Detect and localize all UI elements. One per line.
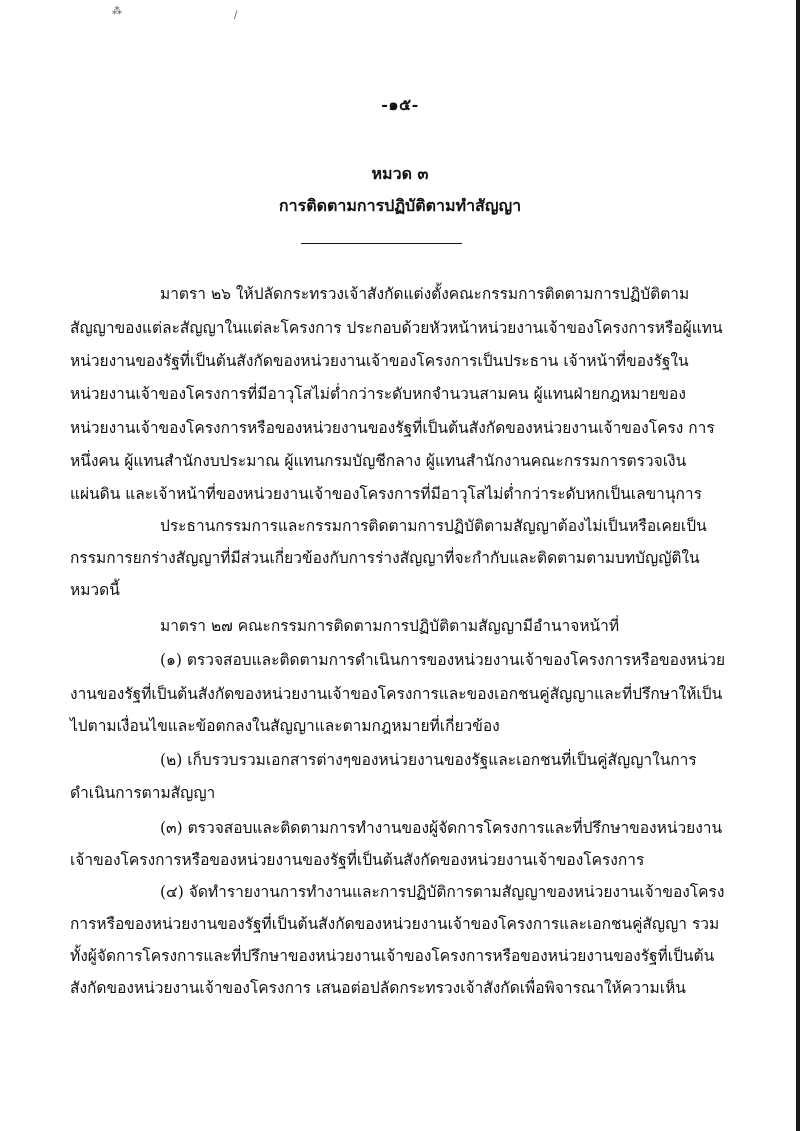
section-27-heading: มาตรา ๒๗ คณะกรรมการติดตามการปฏิบัติตามสัญญามีอำนาจหน้าที่ <box>160 617 620 635</box>
section-26-line-4: หน่วยงานเจ้าของโครงการที่มีอาวุโสไม่ต่ำกว่าระดับหกจำนวนสามคน ผู้แทนฝ่ายกฎหมายของ <box>70 385 686 403</box>
item-4-line-4: สังกัดของหน่วยงานเจ้าของโครงการ เสนอต่อปลัดกระทรวงเจ้าสังกัดเพื่อพิจารณาให้ความเห็น <box>70 979 686 997</box>
scan-speck: ⁂ <box>112 6 122 17</box>
section-26-line-5: หน่วยงานเจ้าของโครงการหรือของหน่วยงานของรัฐที่เป็นต้นสังกัดของหน่วยงานเจ้าของโครง การ <box>70 419 715 437</box>
section-26-line-1: มาตรา ๒๖ ให้ปลัดกระทรวงเจ้าสังกัดแต่งตั้งคณะกรรมการติดตามการปฏิบัติตาม <box>160 285 690 303</box>
item-2-line-2: ดำเนินการตามสัญญา <box>70 784 216 802</box>
title-underline <box>301 243 462 244</box>
item-3-line-2: เจ้าของโครงการหรือของหน่วยงานของรัฐที่เป็นต้นสังกัดของหน่วยงานเจ้าของโครงการ <box>70 851 645 869</box>
item-4-line-1: (๔) จัดทำรายงานการทำงานและการปฏิบัติการตามสัญญาของหน่วยงานเจ้าของโครง <box>160 883 725 901</box>
section-26-line-6: หนึ่งคน ผู้แทนสำนักงบประมาณ ผู้แทนกรมบัญชีกลาง ผู้แทนสำนักงานคณะกรรมการตรวจเงิน <box>70 452 687 470</box>
item-3-line-1: (๓) ตรวจสอบและติดตามการทำงานของผู้จัดการโครงการและที่ปรึกษาของหน่วยงาน <box>160 819 723 837</box>
paragraph-2-line-2: กรรมการยกร่างสัญญาที่มีส่วนเกี่ยวข้องกับการร่างสัญญาที่จะกำกับและติดตามตามบทบัญญัติใน <box>70 549 700 567</box>
item-4-line-3: ทั้งผู้จัดการโครงการและที่ปรึกษาของหน่วยงานเจ้าของโครงการหรือของหน่วยงานของรัฐที่เป็นต้น <box>70 947 715 965</box>
section-26-line-3: หน่วยงานของรัฐที่เป็นต้นสังกัดของหน่วยงานเจ้าของโครงการเป็นประธาน เจ้าหน้าที่ของรัฐใน <box>70 352 689 370</box>
page-number: -๑๕- <box>381 95 419 114</box>
section-26-line-7: แผ่นดิน และเจ้าหน้าที่ของหน่วยงานเจ้าของโครงการที่มีอาวุโสไม่ต่ำกว่าระดับหกเป็นเลขานุการ <box>70 485 702 503</box>
item-1-line-3: ไปตามเงื่อนไขและข้อตกลงในสัญญาและตามกฎหมายที่เกี่ยวข้อง <box>70 717 500 735</box>
paragraph-2-line-3: หมวดนี้ <box>70 581 120 599</box>
section-26-line-2: สัญญาของแต่ละสัญญาในแต่ละโครงการ ประกอบด้วยหัวหน้าหน่วยงานเจ้าของโครงการหรือผู้แทน <box>70 319 723 337</box>
item-2-line-1: (๒) เก็บรวบรวมเอกสารต่างๆของหน่วยงานของรัฐและเอกชนที่เป็นคู่สัญญาในการ <box>160 751 697 769</box>
chapter-title: หมวด ๓ <box>371 164 429 183</box>
item-1-line-2: งานของรัฐที่เป็นต้นสังกัดของหน่วยงานเจ้าของโครงการและของเอกชนคู่สัญญาและที่ปรึกษาให้เป็น <box>70 685 723 703</box>
paragraph-2-line-1: ประธานกรรมการและกรรมการติดตามการปฏิบัติตามสัญญาต้องไม่เป็นหรือเคยเป็น <box>160 517 707 535</box>
scan-speck: / <box>234 10 238 21</box>
chapter-subtitle: การติดตามการปฏิบัติตามทำสัญญา <box>278 196 522 215</box>
item-4-line-2: การหรือของหน่วยงานของรัฐที่เป็นต้นสังกัดของหน่วยงานเจ้าของโครงการและเอกชนคู่สัญญา รวม <box>70 915 720 933</box>
item-1-line-1: (๑) ตรวจสอบและติดตามการดำเนินการของหน่วยงานเจ้าของโครงการหรือของหน่วย <box>160 651 726 669</box>
